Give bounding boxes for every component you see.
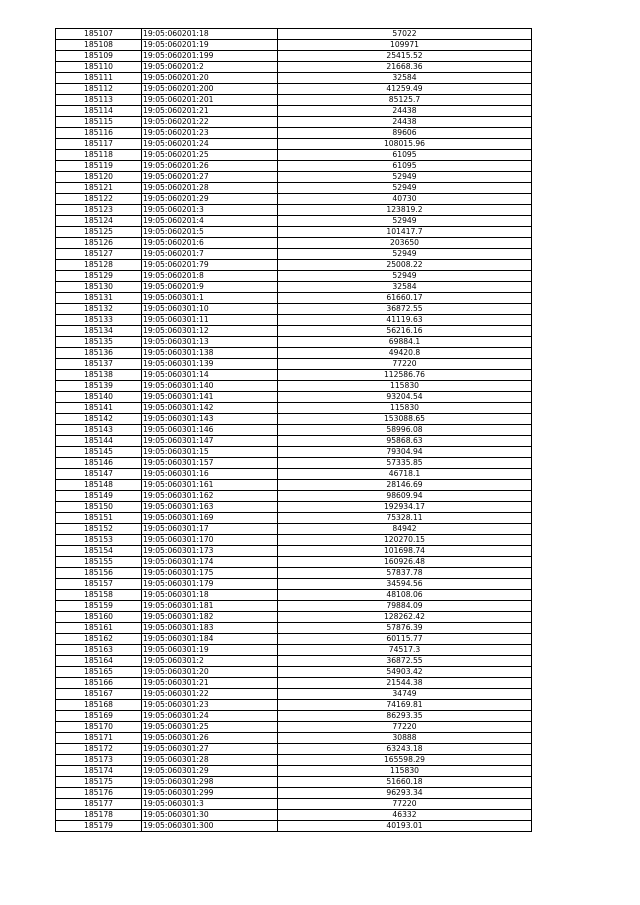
cadastral-number-cell: 19:05:060201:199 [142,51,278,62]
cadastral-number-cell: 19:05:060301:30 [142,810,278,821]
row-number-cell: 185107 [56,29,142,40]
table-row [56,84,532,95]
cadastral-number-cell: 19:05:060301:13 [142,337,278,348]
value-cell: 24438 [278,117,532,128]
table-row [56,689,532,700]
row-number-cell: 185113 [56,95,142,106]
row-number-cell: 185144 [56,436,142,447]
value-cell: 79304.94 [278,447,532,458]
row-number-cell: 185120 [56,172,142,183]
cadastral-number-cell: 19:05:060301:16 [142,469,278,480]
table-row [56,601,532,612]
cadastral-number-cell: 19:05:060301:173 [142,546,278,557]
value-cell: 77220 [278,359,532,370]
value-cell: 48108.06 [278,590,532,601]
cadastral-number-cell: 19:05:060301:157 [142,458,278,469]
table-row [56,480,532,491]
value-cell: 84942 [278,524,532,535]
row-number-cell: 185139 [56,381,142,392]
cadastral-number-cell: 19:05:060301:143 [142,414,278,425]
cadastral-number-cell: 19:05:060301:161 [142,480,278,491]
row-number-cell: 185172 [56,744,142,755]
value-cell: 101417.7 [278,227,532,238]
cadastral-number-cell: 19:05:060201:2 [142,62,278,73]
table-row [56,656,532,667]
cadastral-number-cell: 19:05:060201:6 [142,238,278,249]
table-row [56,799,532,810]
row-number-cell: 185130 [56,282,142,293]
cadastral-number-cell: 19:05:060201:25 [142,150,278,161]
row-number-cell: 185150 [56,502,142,513]
cadastral-number-cell: 19:05:060301:26 [142,733,278,744]
value-cell: 41119.63 [278,315,532,326]
document-page [55,28,531,832]
table-row [56,216,532,227]
row-number-cell: 185148 [56,480,142,491]
cadastral-number-cell: 19:05:060301:27 [142,744,278,755]
value-cell: 160926.48 [278,557,532,568]
value-cell: 192934.17 [278,502,532,513]
value-cell: 74517.3 [278,645,532,656]
cadastral-number-cell: 19:05:060201:29 [142,194,278,205]
row-number-cell: 185178 [56,810,142,821]
cadastral-number-cell: 19:05:060201:200 [142,84,278,95]
row-number-cell: 185137 [56,359,142,370]
cadastral-number-cell: 19:05:060301:19 [142,645,278,656]
row-number-cell: 185138 [56,370,142,381]
cadastral-number-cell: 19:05:060301:15 [142,447,278,458]
cadastral-number-cell: 19:05:060301:298 [142,777,278,788]
cadastral-number-cell: 19:05:060301:181 [142,601,278,612]
row-number-cell: 185161 [56,623,142,634]
value-cell: 77220 [278,799,532,810]
value-cell: 85125.7 [278,95,532,106]
row-number-cell: 185166 [56,678,142,689]
row-number-cell: 185118 [56,150,142,161]
table-row [56,755,532,766]
row-number-cell: 185145 [56,447,142,458]
cadastral-number-cell: 19:05:060201:24 [142,139,278,150]
cadastral-number-cell: 19:05:060201:26 [142,161,278,172]
table-row [56,436,532,447]
table-row [56,359,532,370]
row-number-cell: 185158 [56,590,142,601]
row-number-cell: 185143 [56,425,142,436]
table-row [56,29,532,40]
cadastral-number-cell: 19:05:060201:21 [142,106,278,117]
cadastral-number-cell: 19:05:060301:29 [142,766,278,777]
cadastral-number-cell: 19:05:060201:19 [142,40,278,51]
cadastral-number-cell: 19:05:060301:174 [142,557,278,568]
cadastral-number-cell: 19:05:060301:3 [142,799,278,810]
cadastral-number-cell: 19:05:060301:175 [142,568,278,579]
cadastral-number-cell: 19:05:060301:24 [142,711,278,722]
table-row [56,447,532,458]
value-cell: 34749 [278,689,532,700]
row-number-cell: 185124 [56,216,142,227]
cadastral-number-cell: 19:05:060201:5 [142,227,278,238]
value-cell: 86293.35 [278,711,532,722]
cadastral-number-cell: 19:05:060301:22 [142,689,278,700]
value-cell: 93204.54 [278,392,532,403]
value-cell: 101698.74 [278,546,532,557]
value-cell: 115830 [278,403,532,414]
table-row [56,238,532,249]
value-cell: 75328.11 [278,513,532,524]
table-row [56,722,532,733]
table-row [56,700,532,711]
table-row [56,106,532,117]
row-number-cell: 185131 [56,293,142,304]
cadastral-number-cell: 19:05:060201:23 [142,128,278,139]
row-number-cell: 185156 [56,568,142,579]
cadastral-number-cell: 19:05:060201:201 [142,95,278,106]
table-row [56,513,532,524]
table-row [56,172,532,183]
row-number-cell: 185117 [56,139,142,150]
row-number-cell: 185147 [56,469,142,480]
cadastral-number-cell: 19:05:060301:12 [142,326,278,337]
row-number-cell: 185141 [56,403,142,414]
table-row [56,117,532,128]
cadastral-number-cell: 19:05:060301:17 [142,524,278,535]
cadastral-number-cell: 19:05:060301:20 [142,667,278,678]
table-row [56,392,532,403]
table-row [56,645,532,656]
cadastral-number-cell: 19:05:060301:14 [142,370,278,381]
table-row [56,271,532,282]
value-cell: 95868.63 [278,436,532,447]
row-number-cell: 185153 [56,535,142,546]
table-row [56,744,532,755]
row-number-cell: 185132 [56,304,142,315]
value-cell: 49420.8 [278,348,532,359]
value-cell: 56216.16 [278,326,532,337]
table-row [56,766,532,777]
table-row [56,788,532,799]
row-number-cell: 185123 [56,205,142,216]
row-number-cell: 185119 [56,161,142,172]
table-row [56,227,532,238]
value-cell: 57335.85 [278,458,532,469]
row-number-cell: 185152 [56,524,142,535]
row-number-cell: 185136 [56,348,142,359]
table-row [56,304,532,315]
value-cell: 112586.76 [278,370,532,381]
value-cell: 46332 [278,810,532,821]
row-number-cell: 185163 [56,645,142,656]
value-cell: 34594.56 [278,579,532,590]
cadastral-number-cell: 19:05:060301:2 [142,656,278,667]
table-row [56,469,532,480]
row-number-cell: 185109 [56,51,142,62]
value-cell: 153088.65 [278,414,532,425]
table-row [56,293,532,304]
cadastral-number-cell: 19:05:060301:179 [142,579,278,590]
table-row [56,282,532,293]
table-row [56,458,532,469]
table-row [56,777,532,788]
cadastral-number-cell: 19:05:060301:162 [142,491,278,502]
table-row [56,205,532,216]
value-cell: 61095 [278,161,532,172]
value-cell: 89606 [278,128,532,139]
table-row [56,62,532,73]
value-cell: 203650 [278,238,532,249]
value-cell: 165598.29 [278,755,532,766]
cadastral-number-cell: 19:05:060301:184 [142,634,278,645]
cadastral-number-cell: 19:05:060201:27 [142,172,278,183]
row-number-cell: 185129 [56,271,142,282]
table-row [56,590,532,601]
row-number-cell: 185174 [56,766,142,777]
table-row [56,95,532,106]
row-number-cell: 185159 [56,601,142,612]
cadastral-number-cell: 19:05:060301:170 [142,535,278,546]
cadastral-number-cell: 19:05:060201:22 [142,117,278,128]
row-number-cell: 185179 [56,821,142,832]
table-row [56,139,532,150]
value-cell: 60115.77 [278,634,532,645]
value-cell: 120270.15 [278,535,532,546]
value-cell: 25008.22 [278,260,532,271]
table-row [56,623,532,634]
row-number-cell: 185116 [56,128,142,139]
cadastral-number-cell: 19:05:060201:18 [142,29,278,40]
value-cell: 57837.78 [278,568,532,579]
table-row [56,667,532,678]
value-cell: 32584 [278,73,532,84]
table-row [56,579,532,590]
table-row [56,535,532,546]
value-cell: 36872.55 [278,656,532,667]
table-row [56,40,532,51]
value-cell: 41259.49 [278,84,532,95]
value-cell: 40730 [278,194,532,205]
row-number-cell: 185165 [56,667,142,678]
table-row [56,678,532,689]
value-cell: 28146.69 [278,480,532,491]
cadastral-number-cell: 19:05:060301:21 [142,678,278,689]
value-cell: 123819.2 [278,205,532,216]
row-number-cell: 185122 [56,194,142,205]
cadastral-number-cell: 19:05:060301:146 [142,425,278,436]
table-row [56,711,532,722]
value-cell: 61095 [278,150,532,161]
value-cell: 58996.08 [278,425,532,436]
row-number-cell: 185176 [56,788,142,799]
row-number-cell: 185151 [56,513,142,524]
cadastral-value-table [55,28,532,832]
table-row [56,524,532,535]
value-cell: 51660.18 [278,777,532,788]
cadastral-number-cell: 19:05:060301:18 [142,590,278,601]
value-cell: 32584 [278,282,532,293]
table-row [56,326,532,337]
cadastral-number-cell: 19:05:060301:23 [142,700,278,711]
value-cell: 74169.81 [278,700,532,711]
value-cell: 77220 [278,722,532,733]
cadastral-number-cell: 19:05:060301:138 [142,348,278,359]
table-row [56,183,532,194]
row-number-cell: 185167 [56,689,142,700]
cadastral-number-cell: 19:05:060301:1 [142,293,278,304]
table-row [56,612,532,623]
table-row [56,337,532,348]
row-number-cell: 185111 [56,73,142,84]
cadastral-number-cell: 19:05:060201:28 [142,183,278,194]
cadastral-number-cell: 19:05:060301:299 [142,788,278,799]
value-cell: 25415.52 [278,51,532,62]
value-cell: 54903.42 [278,667,532,678]
value-cell: 30888 [278,733,532,744]
row-number-cell: 185133 [56,315,142,326]
table-row [56,733,532,744]
value-cell: 52949 [278,271,532,282]
row-number-cell: 185121 [56,183,142,194]
table-row [56,348,532,359]
value-cell: 52949 [278,216,532,227]
row-number-cell: 185146 [56,458,142,469]
cadastral-number-cell: 19:05:060201:8 [142,271,278,282]
row-number-cell: 185154 [56,546,142,557]
cadastral-number-cell: 19:05:060301:139 [142,359,278,370]
cadastral-number-cell: 19:05:060301:163 [142,502,278,513]
row-number-cell: 185140 [56,392,142,403]
row-number-cell: 185164 [56,656,142,667]
value-cell: 40193.01 [278,821,532,832]
cadastral-number-cell: 19:05:060301:28 [142,755,278,766]
table-row [56,568,532,579]
row-number-cell: 185127 [56,249,142,260]
row-number-cell: 185110 [56,62,142,73]
row-number-cell: 185135 [56,337,142,348]
cadastral-number-cell: 19:05:060301:25 [142,722,278,733]
cadastral-number-cell: 19:05:060201:3 [142,205,278,216]
row-number-cell: 185160 [56,612,142,623]
row-number-cell: 185125 [56,227,142,238]
value-cell: 96293.34 [278,788,532,799]
row-number-cell: 185175 [56,777,142,788]
value-cell: 63243.18 [278,744,532,755]
table-row [56,634,532,645]
table-row [56,150,532,161]
table-row [56,315,532,326]
cadastral-number-cell: 19:05:060301:169 [142,513,278,524]
cadastral-number-cell: 19:05:060301:147 [142,436,278,447]
row-number-cell: 185134 [56,326,142,337]
row-number-cell: 185114 [56,106,142,117]
value-cell: 52949 [278,249,532,260]
table-row [56,73,532,84]
row-number-cell: 185128 [56,260,142,271]
value-cell: 61660.17 [278,293,532,304]
row-number-cell: 185171 [56,733,142,744]
value-cell: 36872.55 [278,304,532,315]
table-body [56,29,532,832]
row-number-cell: 185173 [56,755,142,766]
cadastral-number-cell: 19:05:060201:9 [142,282,278,293]
table-row [56,370,532,381]
row-number-cell: 185162 [56,634,142,645]
cadastral-number-cell: 19:05:060301:10 [142,304,278,315]
value-cell: 21544.38 [278,678,532,689]
table-row [56,249,532,260]
table-row [56,403,532,414]
table-row [56,425,532,436]
row-number-cell: 185155 [56,557,142,568]
table-row [56,128,532,139]
value-cell: 109971 [278,40,532,51]
cadastral-number-cell: 19:05:060301:183 [142,623,278,634]
row-number-cell: 185112 [56,84,142,95]
cadastral-number-cell: 19:05:060301:11 [142,315,278,326]
row-number-cell: 185149 [56,491,142,502]
row-number-cell: 185170 [56,722,142,733]
cadastral-number-cell: 19:05:060301:182 [142,612,278,623]
row-number-cell: 185108 [56,40,142,51]
table-row [56,810,532,821]
value-cell: 52949 [278,183,532,194]
table-row [56,260,532,271]
cadastral-number-cell: 19:05:060201:7 [142,249,278,260]
value-cell: 57022 [278,29,532,40]
value-cell: 128262.42 [278,612,532,623]
cadastral-number-cell: 19:05:060201:20 [142,73,278,84]
value-cell: 21668.36 [278,62,532,73]
value-cell: 46718.1 [278,469,532,480]
row-number-cell: 185142 [56,414,142,425]
table-row [56,502,532,513]
table-row [56,821,532,832]
table-row [56,194,532,205]
table-row [56,51,532,62]
value-cell: 57876.39 [278,623,532,634]
row-number-cell: 185115 [56,117,142,128]
cadastral-number-cell: 19:05:060201:79 [142,260,278,271]
table-row [56,161,532,172]
row-number-cell: 185126 [56,238,142,249]
table-row [56,381,532,392]
value-cell: 115830 [278,766,532,777]
table-row [56,546,532,557]
value-cell: 115830 [278,381,532,392]
value-cell: 98609.94 [278,491,532,502]
cadastral-number-cell: 19:05:060301:300 [142,821,278,832]
cadastral-number-cell: 19:05:060201:4 [142,216,278,227]
table-row [56,557,532,568]
table-row [56,491,532,502]
value-cell: 24438 [278,106,532,117]
value-cell: 79884.09 [278,601,532,612]
cadastral-number-cell: 19:05:060301:142 [142,403,278,414]
cadastral-number-cell: 19:05:060301:141 [142,392,278,403]
row-number-cell: 185169 [56,711,142,722]
row-number-cell: 185177 [56,799,142,810]
value-cell: 52949 [278,172,532,183]
cadastral-number-cell: 19:05:060301:140 [142,381,278,392]
row-number-cell: 185168 [56,700,142,711]
value-cell: 108015.96 [278,139,532,150]
row-number-cell: 185157 [56,579,142,590]
table-row [56,414,532,425]
value-cell: 69884.1 [278,337,532,348]
